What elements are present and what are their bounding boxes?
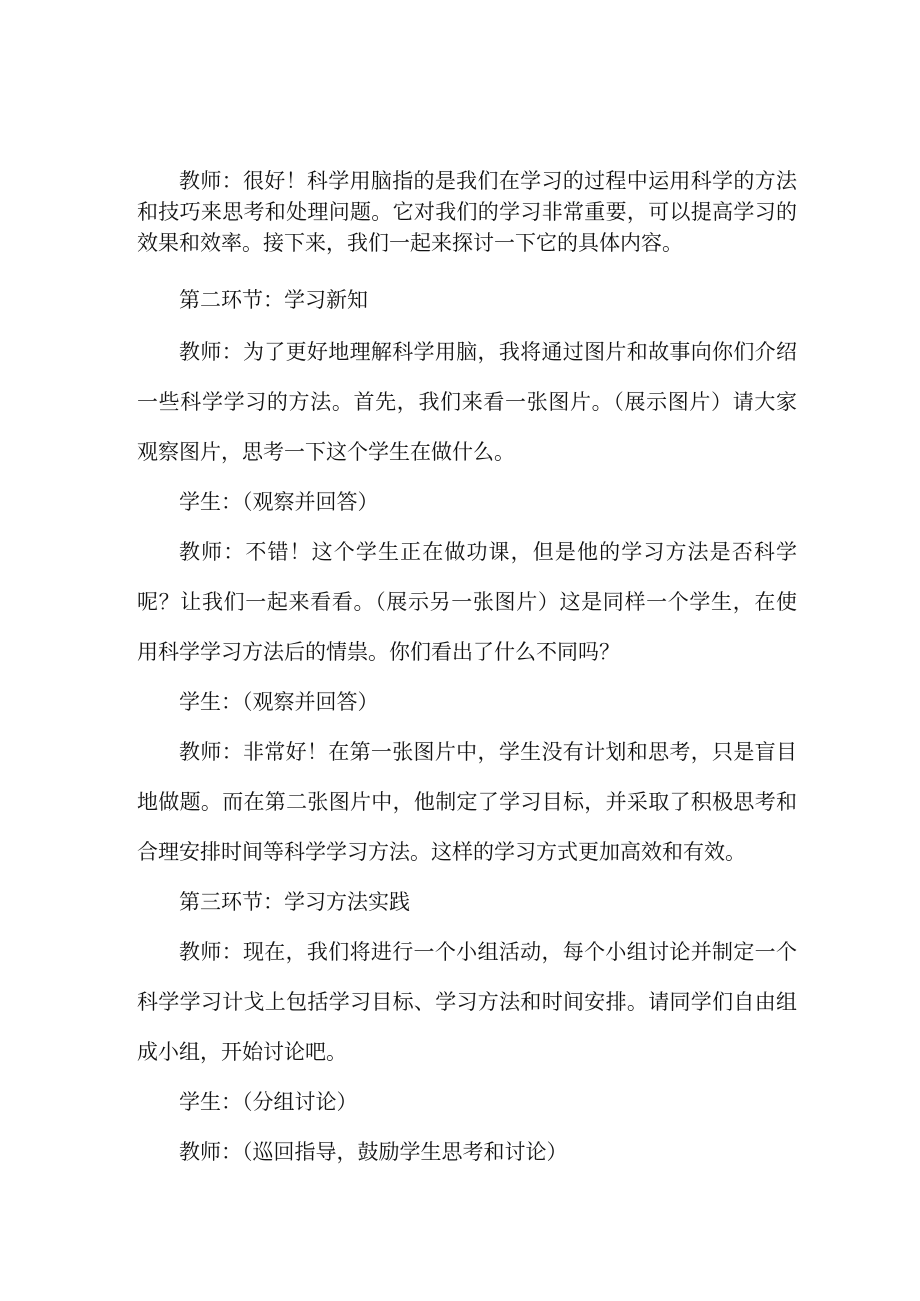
paragraph-teacher-pictures: 教师：为了更好地理解科学用脑，我将通过图片和故事向你们介绍一些科学学习的方法。首先，我们来看一张图片。（展示图片）请大家观察图片，思考一下这个学生在做什么。 bbox=[137, 340, 797, 464]
section-heading-2: 第二环节：学习新知 bbox=[179, 288, 368, 312]
document-body bbox=[137, 166, 797, 1177]
paragraph-student-discuss: 学生：（分组讨论） bbox=[179, 1090, 358, 1114]
paragraph-student-observe-1: 学生：（观察并回答） bbox=[179, 490, 379, 514]
paragraph-student-observe-2: 学生：（观察并回答） bbox=[179, 690, 379, 714]
section-heading-3: 第三环节：学习方法实践 bbox=[179, 890, 410, 914]
paragraph-teacher-summary: 教师：非常好！在第一张图片中，学生没有计划和思考，只是盲目地做题。而在第二张图片中，他制定了学习目标，并采取了积极思考和合理安排时间等科学学习方法。这样的学习方式更加高效和有效。 bbox=[137, 740, 797, 864]
paragraph-teacher-guide: 教师：（巡回指导，鼓励学生思考和讨论） bbox=[179, 1140, 568, 1164]
paragraph-teacher-activity: 教师：现在，我们将进行一个小组活动，每个小组讨论并制定一个科学学习计戈上包括学习目标、学习方法和时间安排。请同学们自由组成小组，开始讨论吧。 bbox=[137, 940, 797, 1064]
paragraph-teacher-compare: 教师：不错！这个学生正在做功课，但是他的学习方法是否科学呢？让我们一起来看看。（展示另一张图片）这是同样一个学生，在使用科学学习方法后的情祟。你们看出了什么不同吗？ bbox=[137, 540, 797, 664]
paragraph-teacher-intro: 教师：很好！科学用脑指的是我们在学习的过程中运用科学的方法和技巧来思考和处理问题。它对我们的学习非常重要，可以提高学习的效果和效率。接下来，我们一起来探讨一下它的具体内容。 bbox=[137, 169, 797, 255]
